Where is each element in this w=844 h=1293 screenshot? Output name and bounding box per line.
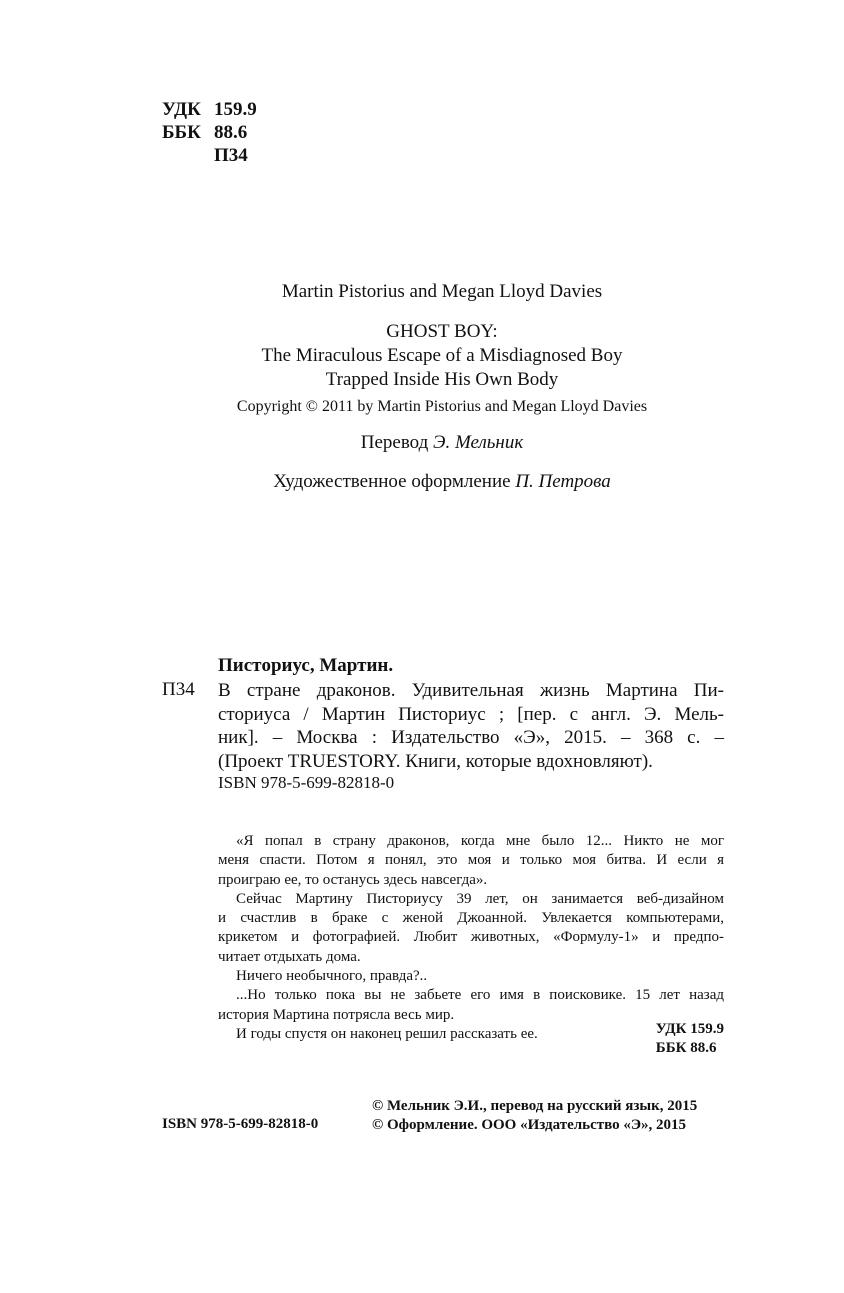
author-mark: П34 — [214, 145, 248, 166]
translation-credit — [160, 432, 724, 454]
udk-label: УДК — [162, 99, 201, 120]
annotation-line: Ничего необычного, правда?.. — [236, 968, 428, 985]
entry-line: В стране драконов. Удивительная жизнь Мартина Пи- — [218, 680, 724, 701]
footer-bbk: ББК 88.6 — [655, 1040, 717, 1056]
bbk-value: 88.6 — [214, 122, 248, 143]
footer-udk: УДК 159.9 — [655, 1021, 724, 1037]
annotation-line: крикетом и фотографией. Любит животных, «Формулу-1» и предпо- — [218, 929, 724, 946]
annotation-line: читает отдыхать дома. — [218, 948, 361, 965]
entry-line: сториуса / Мартин Писториус ; [пер. с англ. Э. Мель- — [218, 703, 724, 725]
entry-isbn: ISBN 978-5-699-82818-0 — [218, 773, 395, 792]
design-credit — [160, 471, 724, 493]
entry-line: ник]. – Москва : Издательство «Э», 2015. – 368 с. – — [218, 727, 724, 748]
copyright-translation: © Мельник Э.И., перевод на русский язык, 2015 — [372, 1098, 698, 1114]
annotation-line: «Я попал в страну драконов, когда мне было 12... Никто не мог — [236, 833, 724, 849]
classification-codes — [162, 98, 257, 167]
imprint-isbn: ISBN 978-5-699-82818-0 — [162, 1116, 319, 1132]
annotation-line: проиграю ее, то останусь здесь навсегда». — [218, 871, 488, 888]
imprint-copyrights — [372, 1097, 697, 1135]
annotation-line: ...Но только пока вы не забьете его имя в поисковике. 15 лет назад — [236, 987, 724, 1004]
original-authors: Martin Pistorius and Megan Lloyd Davies — [281, 281, 603, 302]
annotation-line: меня спасти. Потом я понял, это моя и только моя битва. И если я — [218, 852, 724, 869]
title-line-3: Trapped Inside His Own Body — [325, 369, 559, 390]
design-label: Художественное оформление — [273, 471, 511, 492]
bbk-label: ББК — [162, 122, 201, 143]
translator-name: Э. Мельник — [433, 432, 524, 453]
annotation-line: И годы спустя он наконец решил рассказать ее. — [236, 1025, 538, 1042]
udk-value: 159.9 — [214, 99, 257, 120]
designer-name: П. Петрова — [515, 471, 611, 492]
translation-label: Перевод — [360, 432, 429, 453]
original-copyright: Copyright © 2011 by Martin Pistorius and Megan Lloyd Davies — [236, 398, 648, 415]
catalog-entry-code: П34 — [162, 679, 195, 700]
footer-classification-codes — [656, 1020, 724, 1058]
catalog-entry-body — [218, 679, 724, 773]
annotation — [218, 832, 724, 1044]
bbk-row — [162, 121, 257, 144]
entry-line: (Проект TRUESTORY. Книги, которые вдохновляют). — [218, 750, 653, 772]
title-line-1: GHOST BOY: — [386, 321, 498, 342]
original-title — [160, 320, 724, 392]
udk-row — [162, 98, 257, 121]
annotation-line: история Мартина потрясла весь мир. — [218, 1006, 455, 1023]
copyright-design: © Оформление. ООО «Издательство «Э», 2015 — [372, 1117, 687, 1133]
author-mark-row — [162, 144, 257, 167]
annotation-line: и счастлив в браке с женой Джоанной. Увлекается компьютерами, — [218, 910, 724, 927]
annotation-line: Сейчас Мартину Писториусу 39 лет, он занимается веб-дизайном — [236, 890, 724, 907]
catalog-entry-heading: Пистoриус, Мартин. — [218, 655, 394, 676]
title-line-2: The Miraculous Escape of a Misdiagnosed Boy — [261, 345, 623, 366]
